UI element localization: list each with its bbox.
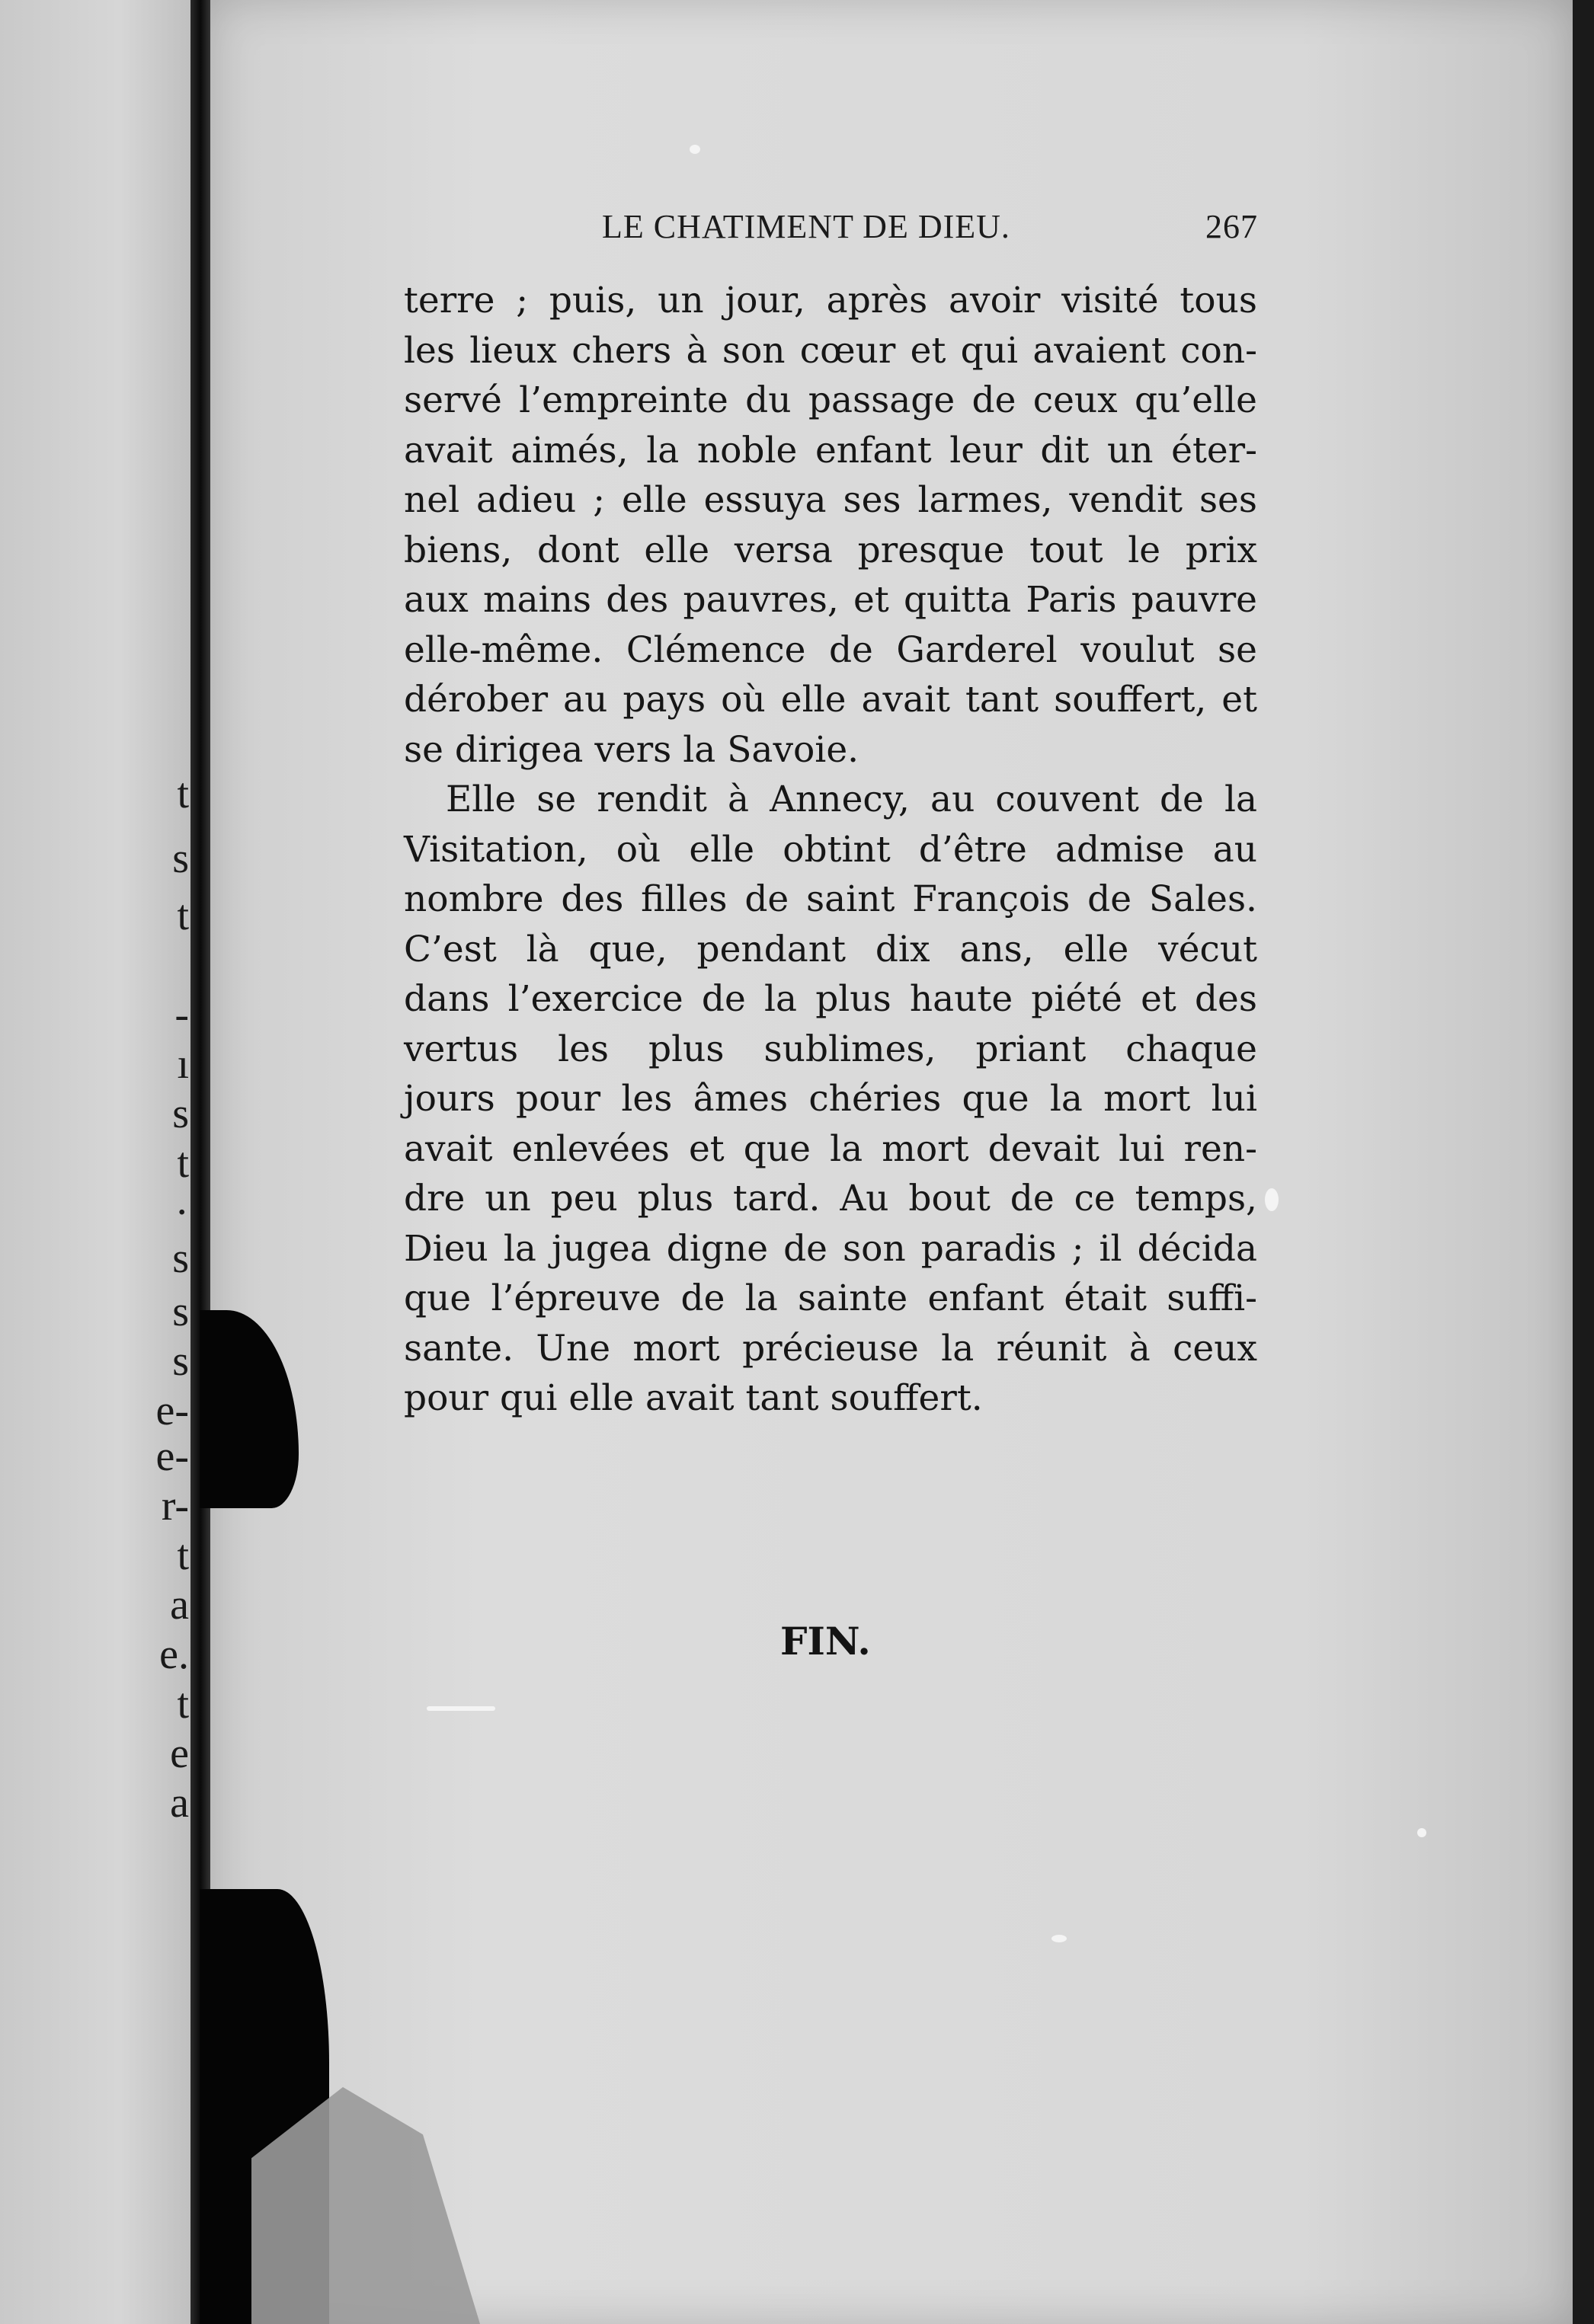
- text-line: Dieu la jugea digne de son paradis ; il décida: [404, 1227, 1257, 1270]
- facing-page-fragment: ·: [174, 1189, 189, 1236]
- paper-speck: [427, 1706, 495, 1711]
- facing-page-fragment: r-: [161, 1482, 189, 1530]
- text-line: dérober au pays où elle avait tant souffert, et: [404, 679, 1257, 721]
- text-line: les lieux chers à son cœur et qui avaient con-: [404, 329, 1257, 372]
- paper-speck: [1265, 1188, 1279, 1211]
- running-title: LE CHATIMENT DE DIEU.: [602, 208, 1010, 245]
- text-line: dre un peu plus tard. Au bout de ce temps,: [404, 1178, 1257, 1220]
- text-line: que l’épreuve de la sainte enfant était suffi-: [404, 1277, 1257, 1319]
- end-mark: FIN.: [780, 1619, 871, 1664]
- facing-page-fragment: s: [172, 1235, 189, 1282]
- facing-page-fragment: e-: [155, 1387, 189, 1434]
- text-line: aux mains des pauvres, et quitta Paris pauvre: [404, 579, 1257, 621]
- facing-page-fragment: t: [177, 770, 189, 817]
- text-line: biens, dont elle versa presque tout le prix: [404, 529, 1257, 571]
- page-number: 267: [1205, 208, 1258, 245]
- text-line: C’est là que, pendant dix ans, elle vécut: [404, 928, 1257, 970]
- facing-page-fragment: s: [172, 835, 189, 882]
- paragraph: [404, 276, 1257, 775]
- paper-speck: [1051, 1935, 1067, 1942]
- text-line: jours pour les âmes chéries que la mort lui: [404, 1078, 1257, 1120]
- facing-page-edge: [0, 0, 200, 2324]
- facing-page-fragment: e.: [159, 1631, 189, 1678]
- paper-speck: [690, 145, 700, 154]
- facing-page-fragment: t: [177, 1532, 189, 1579]
- facing-page-fragment: t: [177, 892, 189, 939]
- facing-page-fragment: e-: [155, 1433, 189, 1480]
- text-line: se dirigea vers la Savoie.: [404, 728, 859, 771]
- text-line: servé l’empreinte du passage de ceux qu’elle: [404, 379, 1257, 421]
- text-line: nombre des filles de saint François de Sales.: [404, 878, 1257, 920]
- facing-page-fragment: e: [170, 1730, 189, 1777]
- paper-speck: [1417, 1828, 1426, 1837]
- facing-page-fragment: s: [172, 1090, 189, 1137]
- facing-page-fragment: -: [174, 991, 189, 1038]
- facing-page-fragment: t: [177, 1140, 189, 1187]
- body-text: [404, 276, 1257, 1424]
- text-line: terre ; puis, un jour, après avoir visité tous: [404, 280, 1257, 321]
- text-line: nel adieu ; elle essuya ses larmes, vendit ses: [404, 479, 1257, 521]
- running-head: [602, 207, 1257, 253]
- text-line: avait enlevées et que la mort devait lui ren-: [404, 1127, 1257, 1170]
- text-line: Elle se rendit à Annecy, au couvent de la: [446, 778, 1257, 820]
- text-line: vertus les plus sublimes, priant chaque: [404, 1028, 1257, 1070]
- facing-page-fragment: s: [172, 1288, 189, 1335]
- text-line: sante. Une mort précieuse la réunit à ceux: [404, 1327, 1257, 1370]
- facing-page-fragment: a: [170, 1581, 189, 1629]
- page-right-border: [1573, 0, 1594, 2324]
- text-line: elle-même. Clémence de Garderel voulut se: [404, 628, 1257, 671]
- facing-page-fragment: s: [172, 1338, 189, 1385]
- text-line: dans l’exercice de la plus haute piété et des: [404, 978, 1257, 1020]
- facing-page-fragment: ı: [177, 1041, 189, 1088]
- paragraph: [404, 775, 1257, 1424]
- text-line: pour qui elle avait tant souffert.: [404, 1377, 983, 1419]
- facing-page-fragment: t: [177, 1680, 189, 1728]
- text-line: Visitation, où elle obtint d’être admise au: [404, 828, 1257, 871]
- text-line: avait aimés, la noble enfant leur dit un éter-: [404, 429, 1257, 472]
- facing-page-fragment: a: [170, 1779, 189, 1827]
